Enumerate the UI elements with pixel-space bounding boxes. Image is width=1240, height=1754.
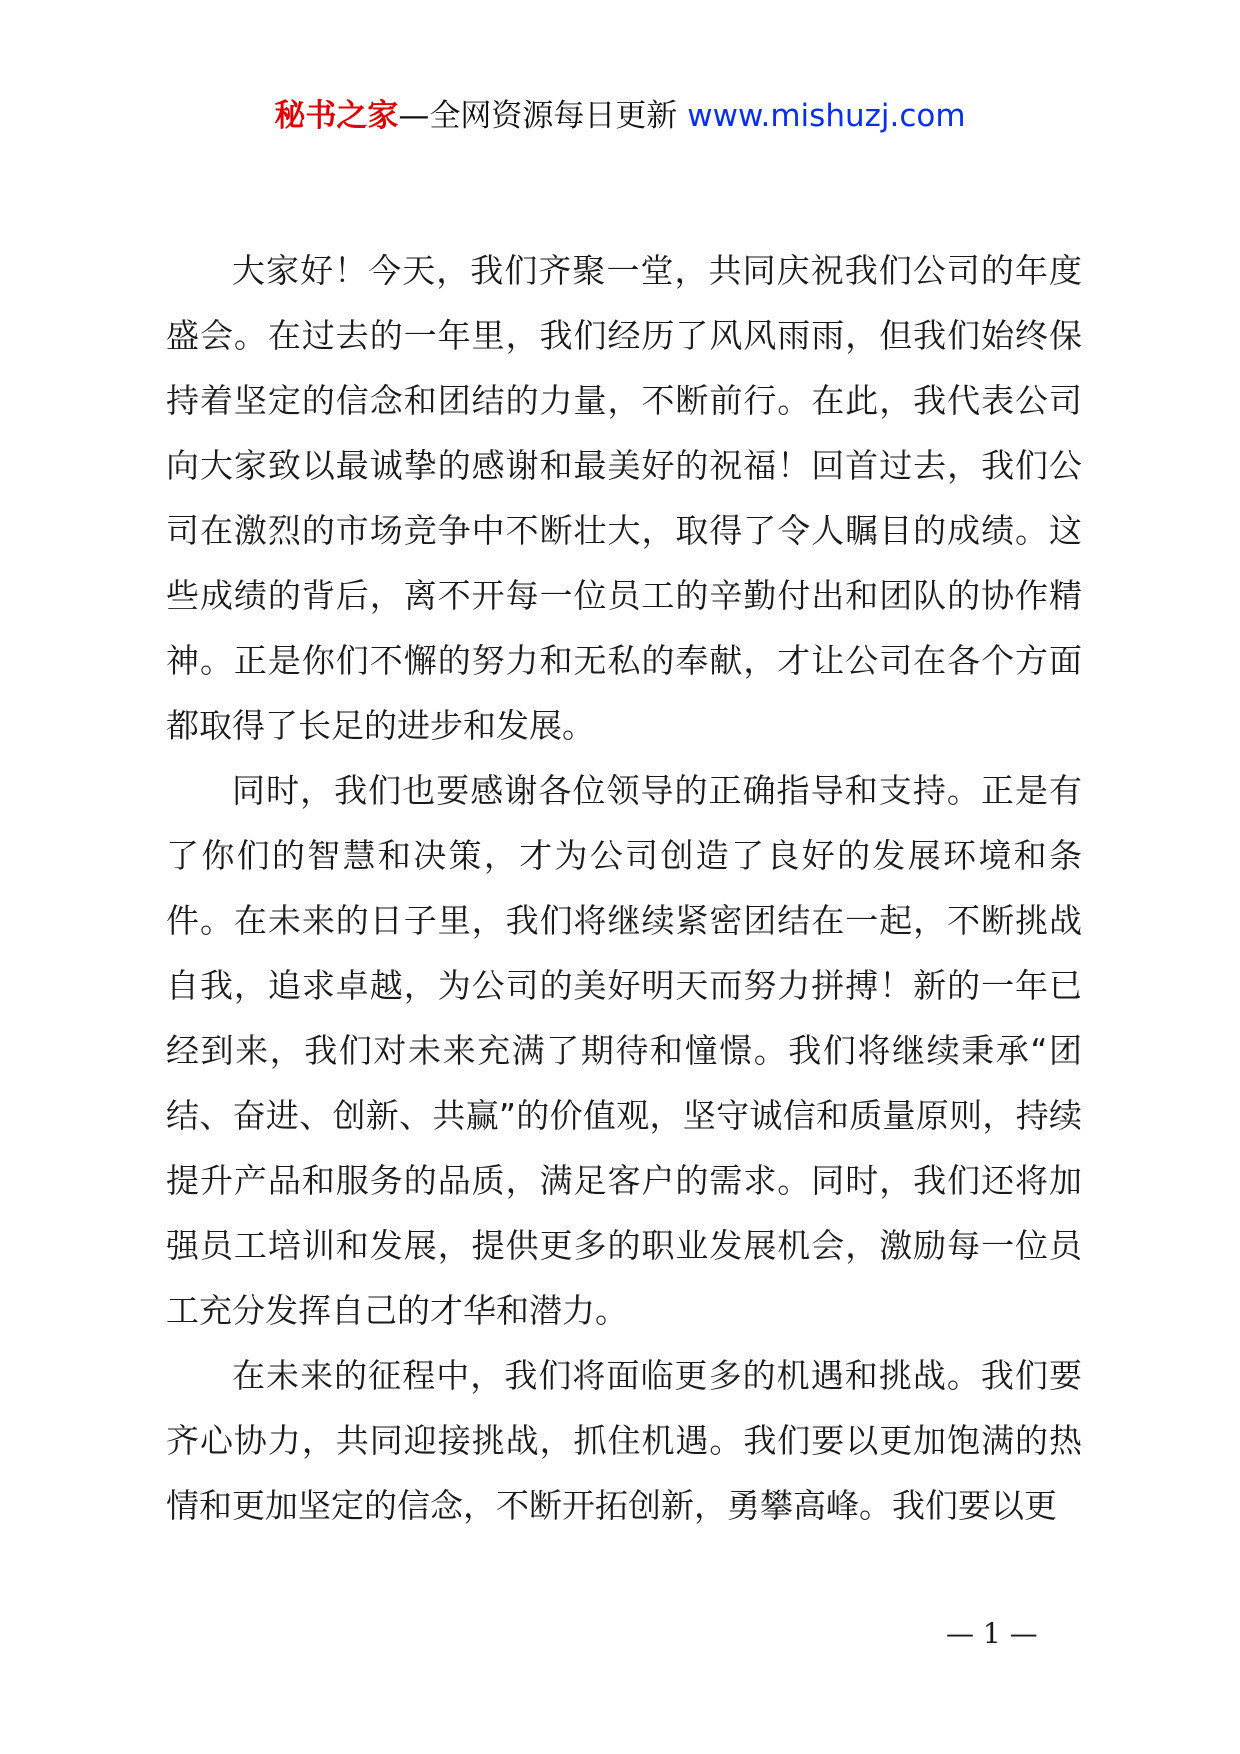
page-header <box>0 96 1240 136</box>
page-number: — 1 — <box>946 1617 1038 1650</box>
paragraph-3: 在未来的征程中，我们将面临更多的机遇和挑战。我们要齐心协力，共同迎接挑战，抓住机遇。我们要以更加饱满的热情和更加坚定的信念，不断开拓创新，勇攀高峰。我们要以更 <box>166 1356 1082 1525</box>
site-url-link[interactable]: www.mishuzj.com <box>687 98 966 134</box>
header-slogan: —全网资源每日更新 <box>398 98 688 134</box>
paragraph-1: 大家好！今天，我们齐聚一堂，共同庆祝我们公司的年度盛会。在过去的一年里，我们经历了风风雨雨，但我们始终保持着坚定的信念和团结的力量，不断前行。在此，我代表公司向大家致以最诚挚的感谢和最美好的祝福！回首过去，我们公司在激烈的市场竞争中不断壮大，取得了令人瞩目的成绩。这些成绩的背后，离不开每一位员工的辛勤付出和团队的协作精神。正是你们不懈的努力和无私的奉献，才让公司在各个方面都取得了长足的进步和发展。 <box>166 251 1082 745</box>
paragraph-2: 同时，我们也要感谢各位领导的正确指导和支持。正是有了你们的智慧和决策，才为公司创造了良好的发展环境和条件。在未来的日子里，我们将继续紧密团结在一起，不断挑战自我，追求卓越，为公司的美好明天而努力拼搏！新的一年已经到来，我们对未来充满了期待和憧憬。我们将继续秉承“团结、奋进、创新、共赢”的价值观，坚守诚信和质量原则，持续提升产品和服务的品质，满足客户的需求。同时，我们还将加强员工培训和发展，提供更多的职业发展机会，激励每一位员工充分发挥自己的才华和潜力。 <box>166 771 1082 1330</box>
brand-name: 秘书之家 <box>274 98 399 134</box>
document-body <box>166 238 1082 1538</box>
